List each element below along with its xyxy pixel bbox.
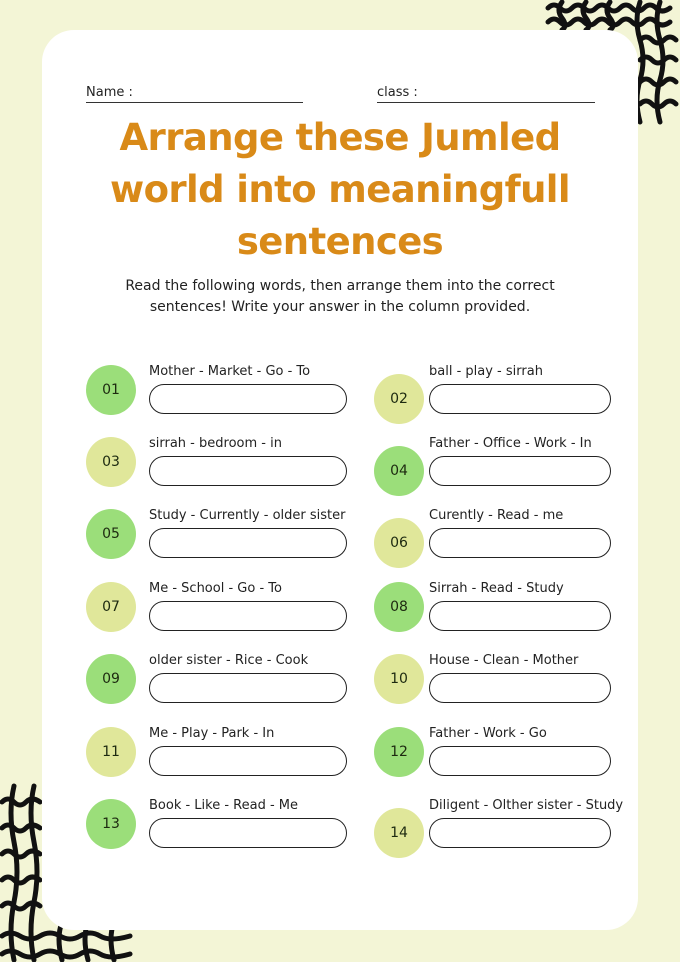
question-number: 14: [374, 808, 424, 858]
question-number: 08: [374, 582, 424, 632]
jumbled-words: Diligent - Olther sister - Study: [429, 798, 624, 813]
question-number: 07: [86, 582, 136, 632]
question-item: [86, 508, 366, 568]
answer-box[interactable]: [149, 456, 347, 486]
question-number: 04: [374, 446, 424, 496]
jumbled-words: House - Clean - Mother: [429, 653, 579, 668]
question-item: [374, 581, 654, 641]
name-underline: [86, 102, 303, 103]
jumbled-words: Father - Work - Go: [429, 726, 547, 741]
question-number: 11: [86, 727, 136, 777]
jumbled-words: older sister - Rice - Cook: [149, 653, 309, 668]
title-line-2: world into meaningfull: [110, 168, 570, 211]
answer-box[interactable]: [149, 384, 347, 414]
answer-box[interactable]: [429, 456, 611, 486]
answer-box[interactable]: [149, 818, 347, 848]
jumbled-words: Sirrah - Read - Study: [429, 581, 564, 596]
jumbled-words: Curently - Read - me: [429, 508, 564, 523]
class-field[interactable]: [377, 85, 418, 100]
question-number: 12: [374, 727, 424, 777]
question-item: [374, 798, 654, 858]
class-underline: [377, 102, 595, 103]
name-label: Name :: [86, 85, 133, 100]
answer-box[interactable]: [429, 384, 611, 414]
question-item: [374, 508, 654, 568]
question-number: 10: [374, 654, 424, 704]
question-item: [86, 364, 366, 424]
question-item: [86, 653, 366, 713]
answer-box[interactable]: [149, 528, 347, 558]
title-line-1: Arrange these Jumled: [119, 116, 561, 159]
jumbled-words: ball - play - sirrah: [429, 364, 543, 379]
jumbled-words: Study - Currently - older sister: [149, 508, 346, 523]
jumbled-words: Father - Office - Work - In: [429, 436, 592, 451]
question-item: [374, 653, 654, 713]
question-item: [374, 364, 654, 424]
question-item: [374, 726, 654, 786]
instructions-line-1: Read the following words, then arrange them into the correct: [125, 278, 555, 294]
question-item: [86, 798, 366, 858]
answer-box[interactable]: [429, 818, 611, 848]
instructions: [42, 276, 638, 318]
question-number: 06: [374, 518, 424, 568]
answer-box[interactable]: [429, 746, 611, 776]
question-number: 01: [86, 365, 136, 415]
question-number: 09: [86, 654, 136, 704]
answer-box[interactable]: [149, 673, 347, 703]
answer-box[interactable]: [429, 528, 611, 558]
question-number: 02: [374, 374, 424, 424]
jumbled-words: Me - School - Go - To: [149, 581, 282, 596]
question-number: 05: [86, 509, 136, 559]
title-line-3: sentences: [236, 220, 444, 263]
class-label: class :: [377, 85, 418, 100]
question-item: [86, 581, 366, 641]
answer-box[interactable]: [149, 746, 347, 776]
jumbled-words: Book - Like - Read - Me: [149, 798, 299, 813]
jumbled-words: Mother - Market - Go - To: [149, 364, 311, 379]
question-item: [86, 726, 366, 786]
answer-box[interactable]: [429, 601, 611, 631]
jumbled-words: Me - Play - Park - In: [149, 726, 275, 741]
question-item: [86, 436, 366, 496]
instructions-line-2: sentences! Write your answer in the column provided.: [149, 299, 531, 315]
question-item: [374, 436, 654, 496]
question-number: 03: [86, 437, 136, 487]
question-number: 13: [86, 799, 136, 849]
jumbled-words: sirrah - bedroom - in: [149, 436, 282, 451]
answer-box[interactable]: [429, 673, 611, 703]
answer-box[interactable]: [149, 601, 347, 631]
worksheet-title: [42, 112, 638, 268]
name-field[interactable]: [86, 85, 133, 100]
